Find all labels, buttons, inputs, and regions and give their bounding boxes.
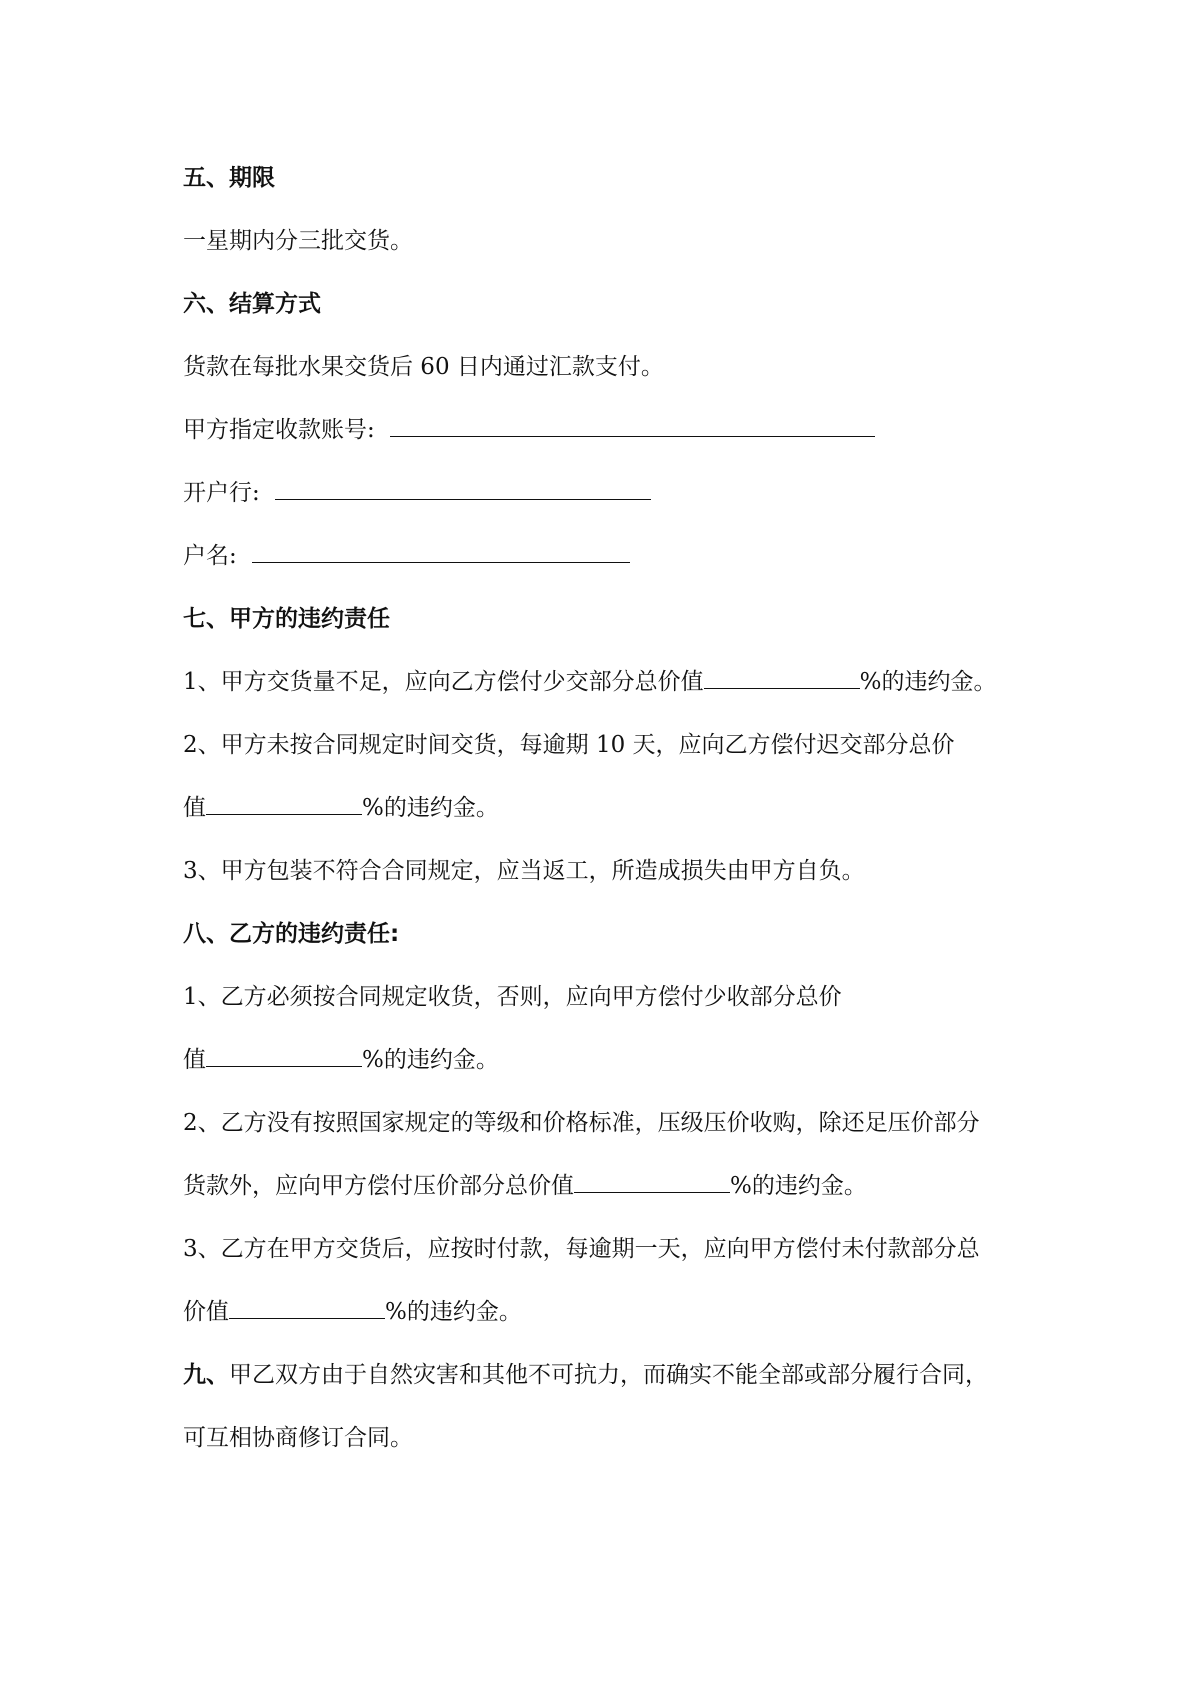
section-7-item-3: 3、甲方包装不符合合同规定，应当返工，所造成损失由甲方自负。 <box>183 858 865 884</box>
section-7-item-1-suffix: %的违约金。 <box>859 669 997 695</box>
section-8-item-1-line-1: 1、乙方必须按合同规定收货，否则，应向甲方偿付少收部分总价 <box>183 984 842 1010</box>
section-8-item-3-suffix: %的违约金。 <box>385 1299 522 1325</box>
section-8-item-2-suffix: %的违约金。 <box>730 1173 867 1199</box>
bank-row <box>183 477 651 509</box>
account-name-label: 户名: <box>183 543 237 569</box>
account-name-blank <box>252 540 630 563</box>
section-8-item-3-line-1: 3、乙方在甲方交货后，应按时付款，每逾期一天，应向甲方偿付未付款部分总 <box>183 1236 980 1262</box>
account-label: 甲方指定收款账号: <box>183 417 375 443</box>
section-8-item-2-blank <box>574 1170 730 1193</box>
account-name-row <box>183 540 630 572</box>
section-7-item-1 <box>183 666 997 698</box>
section-7-item-1-blank <box>704 666 860 689</box>
section-7-item-2-blank <box>206 792 362 815</box>
section-8-item-1-text: 值 <box>183 1047 206 1073</box>
section-8-item-3-blank <box>229 1296 385 1319</box>
section-9-text: 甲乙双方由于自然灾害和其他不可抗力，而确实不能全部或部分履行合同， <box>229 1362 988 1388</box>
account-blank <box>390 414 875 437</box>
section-9-line-1 <box>183 1359 988 1391</box>
section-5-heading: 五、期限 <box>183 165 275 191</box>
section-8-item-3-text: 价值 <box>183 1299 229 1325</box>
section-8-item-1-blank <box>206 1044 362 1067</box>
section-6-text: 货款在每批水果交货后 60 日内通过汇款支付。 <box>183 354 664 380</box>
section-5-text: 一星期内分三批交货。 <box>183 228 413 254</box>
section-9-prefix: 九、 <box>183 1362 229 1388</box>
section-8-item-2-text: 货款外，应向甲方偿付压价部分总价值 <box>183 1173 574 1199</box>
bank-label: 开户行: <box>183 480 260 506</box>
section-8-heading: 八、乙方的违约责任: <box>183 921 400 947</box>
section-9-line-2: 可互相协商修订合同。 <box>183 1425 413 1451</box>
section-8-item-1-suffix: %的违约金。 <box>362 1047 499 1073</box>
section-7-heading: 七、甲方的违约责任 <box>183 606 390 632</box>
section-7-item-1-text: 1、甲方交货量不足，应向乙方偿付少交部分总价值 <box>183 669 704 695</box>
section-6-heading: 六、结算方式 <box>183 291 321 317</box>
section-7-item-2-text: 值 <box>183 795 206 821</box>
section-7-item-2-line-1: 2、甲方未按合同规定时间交货，每逾期 10 天，应向乙方偿付迟交部分总价 <box>183 732 955 758</box>
section-8-item-3-line-2 <box>183 1296 522 1328</box>
section-8-item-1-line-2 <box>183 1044 499 1076</box>
bank-blank <box>275 477 651 500</box>
section-8-item-2-line-2 <box>183 1170 867 1202</box>
section-7-item-2-suffix: %的违约金。 <box>362 795 499 821</box>
account-row <box>183 414 875 446</box>
section-7-item-2-line-2 <box>183 792 499 824</box>
section-8-item-2-line-1: 2、乙方没有按照国家规定的等级和价格标准，压级压价收购，除还足压价部分 <box>183 1110 980 1136</box>
